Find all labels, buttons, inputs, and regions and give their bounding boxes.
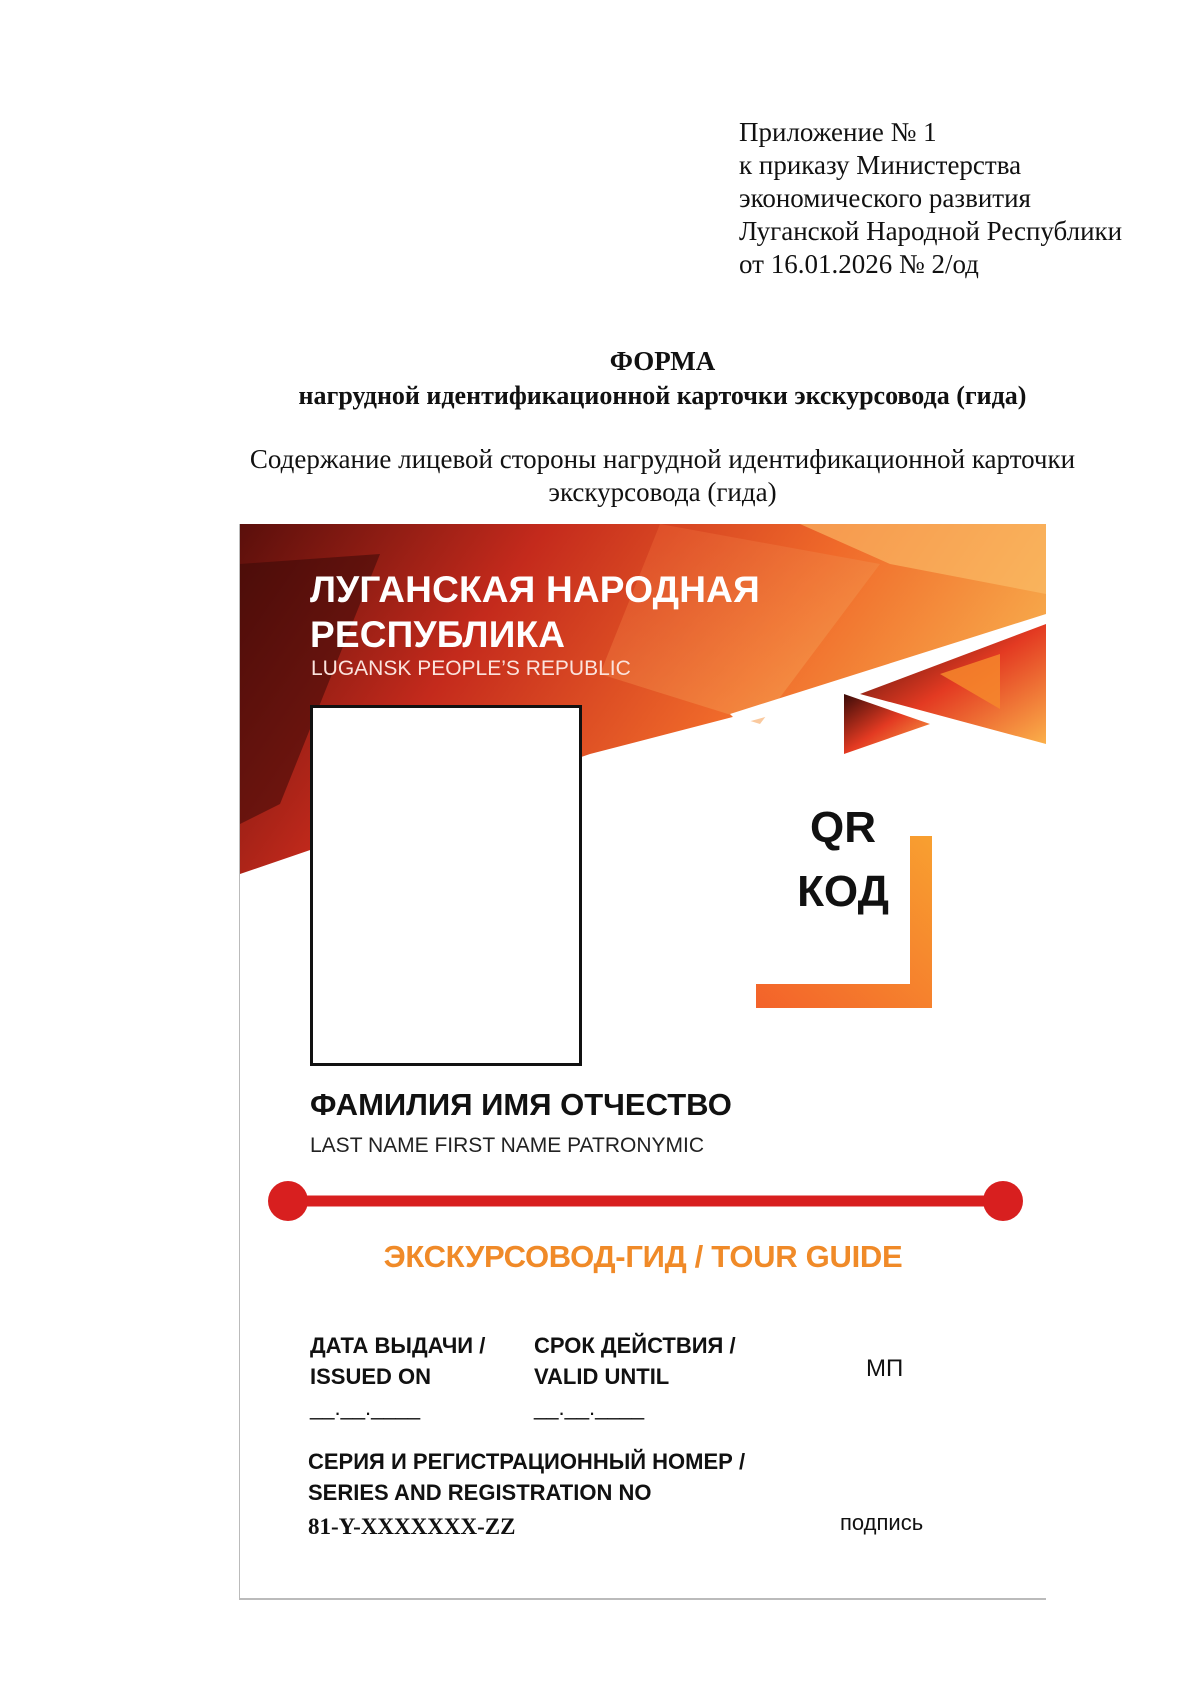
valid-until-label-line: VALID UNTIL [534,1364,670,1389]
signature-place: подпись [840,1510,924,1535]
caption-line: Содержание лицевой стороны нагрудной идентификационной карточки [249,444,1076,474]
card-caption [0,443,1200,509]
qr-label-line: КОД [797,867,889,916]
valid-until-blank: __.__.____ [534,1395,645,1420]
valid-until-label-line: СРОК ДЕЙСТВИЯ / [534,1333,736,1358]
valid-until-label [534,1330,736,1392]
republic-name-en: LUGANSK PEOPLE’S REPUBLIC [311,657,631,680]
annex-line: Луганской Народной Республики [739,216,1123,246]
issued-on-blank: __.__.____ [310,1395,421,1420]
stamp-place: МП [866,1355,904,1382]
issued-on-label-line: ДАТА ВЫДАЧИ / [310,1333,486,1358]
series-label-line: СЕРИЯ И РЕГИСТРАЦИОННЫЙ НОМЕР / [308,1449,746,1474]
republic-name-line: РЕСПУБЛИКА [310,614,566,655]
series-number: 81-Y-XXXXXXX-ZZ [308,1514,516,1539]
id-card [239,524,1046,1600]
republic-name-line: ЛУГАНСКАЯ НАРОДНАЯ [310,569,760,610]
qr-label-line: QR [810,803,876,852]
annex-line: от 16.01.2026 № 2/од [739,249,979,279]
role-title: ЭКСКУРСОВОД-ГИД / TOUR GUIDE [383,1239,903,1274]
republic-name-ru [310,567,760,657]
full-name-ru: ФАМИЛИЯ ИМЯ ОТЧЕСТВО [310,1087,732,1122]
divider-dot-right [983,1181,1023,1221]
annex-line: Приложение № 1 [739,117,937,147]
issued-on-label [310,1330,485,1392]
issued-on-label-line: ISSUED ON [310,1364,432,1389]
photo-placeholder [310,705,582,1066]
form-title: ФОРМА [609,346,716,376]
caption-line: экскурсовода (гида) [548,477,777,507]
divider-dot-left [268,1181,308,1221]
full-name-en: LAST NAME FIRST NAME PATRONYMIC [310,1134,704,1157]
annex-line: к приказу Министерства [739,150,1022,180]
qr-code-placeholder [748,796,938,924]
form-subtitle: нагрудной идентификационной карточки экскурсовода (гида) [298,381,1027,410]
annex-line: экономического развития [739,183,1031,213]
series-label [308,1446,745,1508]
series-label-line: SERIES AND REGISTRATION NO [308,1480,652,1505]
annex-block [739,116,1122,281]
